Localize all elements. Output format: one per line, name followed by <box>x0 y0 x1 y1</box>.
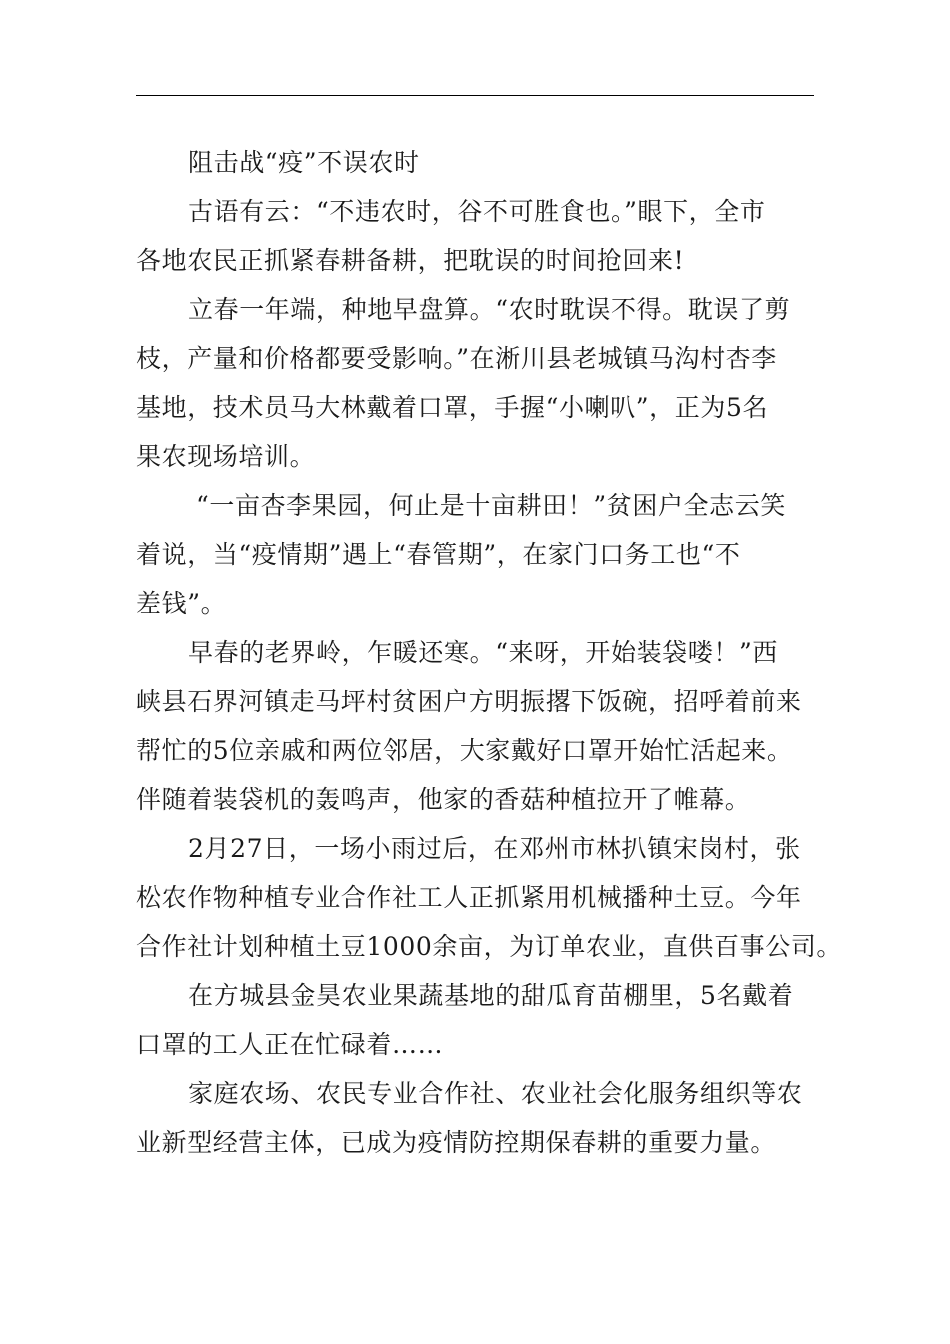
paragraph-line: 着说，当“疫情期”遇上“春管期”，在家门口务工也“不 <box>136 540 741 569</box>
paragraph-line: 基地，技术员马大林戴着口罩，手握“小喇叭”，正为5名 <box>136 393 769 422</box>
paragraph-line: 在方城县金昊农业果蔬基地的甜瓜育苗棚里，5名戴着 <box>188 981 794 1010</box>
paragraph-line: 峡县石界河镇走马坪村贫困户方明振撂下饭碗，招呼着前来 <box>136 687 802 716</box>
paragraph-line: 立春一年端，种地早盘算。“农时耽误不得。耽误了剪 <box>188 295 791 324</box>
paragraph-line: 帮忙的5位亲戚和两位邻居，大家戴好口罩开始忙活起来。 <box>136 736 793 765</box>
article-body <box>136 138 843 1167</box>
paragraph-line: 家庭农场、农民专业合作社、农业社会化服务组织等农 <box>188 1079 803 1108</box>
paragraph-line: 各地农民正抓紧春耕备耕，把耽误的时间抢回来! <box>136 246 685 275</box>
paragraph-line: 果农现场培训。 <box>136 442 316 471</box>
paragraph-line: 古语有云：“不违农时，谷不可胜食也。”眼下，全市 <box>188 197 766 226</box>
paragraph-line: “一亩杏李果园，何止是十亩耕田！”贫困户全志云笑 <box>196 491 786 520</box>
paragraph-line: 口罩的工人正在忙碌着…… <box>136 1030 444 1059</box>
paragraph-line: 早春的老界岭，乍暖还寒。“来呀，开始装袋喽！”西 <box>188 638 778 667</box>
header-rule <box>136 95 814 96</box>
article-title: 阻击战“疫”不误农时 <box>188 148 420 177</box>
paragraph-line: 业新型经营主体，已成为疫情防控期保春耕的重要力量。 <box>136 1128 777 1157</box>
paragraph-line: 枝，产量和价格都要受影响。”在淅川县老城镇马沟村杏李 <box>136 344 777 373</box>
paragraph-line: 合作社计划种植土豆1000余亩，为订单农业，直供百事公司。 <box>136 932 843 961</box>
paragraph-line: 松农作物种植专业合作社工人正抓紧用机械播种土豆。今年 <box>136 883 802 912</box>
paragraph-line: 差钱”。 <box>136 589 227 618</box>
paragraph-line: 伴随着装袋机的轰鸣声，他家的香菇种植拉开了帷幕。 <box>136 785 751 814</box>
paragraph-line: 2月27日，一场小雨过后，在邓州市林扒镇宋岗村，张 <box>188 834 801 863</box>
